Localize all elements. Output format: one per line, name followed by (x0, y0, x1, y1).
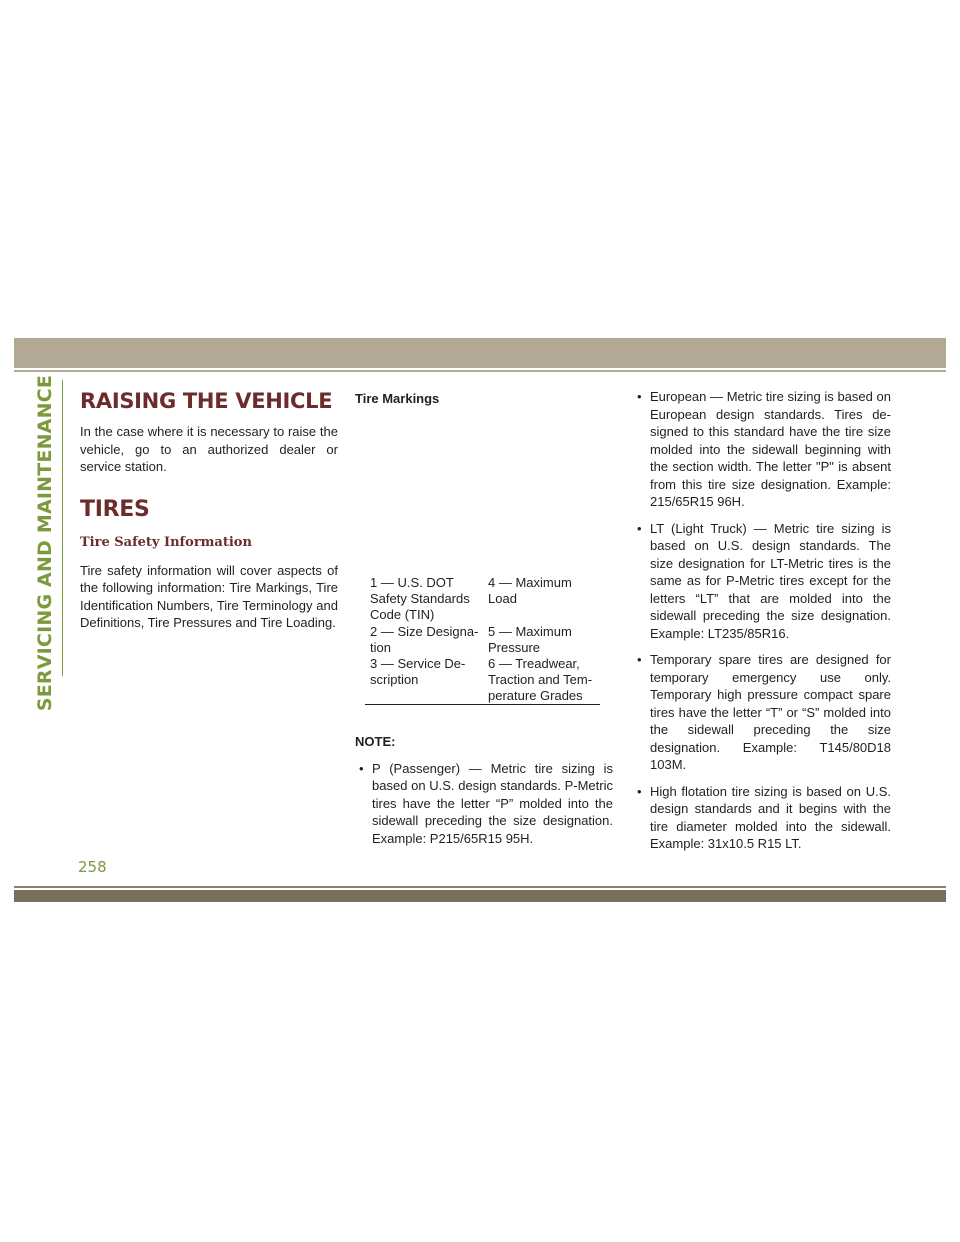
heading-tire-markings: Tire Markings (355, 391, 440, 406)
heading-tire-safety: Tire Safety Information (80, 534, 252, 550)
header-band (14, 338, 946, 368)
legend-item: 2 — Size Designa- tion (370, 624, 479, 655)
bullet-temporary-spare: • Temporary spare tires are designed for temporary emergency use only. Temporary high pressure compact spare tires have the letter “T” or “S” molded into the sidewall preceding the size designation. Example: T145/80D18 103M. (633, 651, 891, 774)
legend-row (370, 656, 600, 704)
column-right (633, 388, 891, 862)
legend-item: 3 — Service De- scription (370, 656, 466, 687)
paragraph-raising-vehicle: In the case where it is necessary to raise the vehicle, go to an authorized dealer or service station. (80, 424, 338, 474)
heading-raising-vehicle: RAISING THE VEHICLE (80, 389, 333, 413)
section-tab-label: SERVICING AND MAINTENANCE (34, 375, 56, 712)
paragraph-tire-safety: Tire safety information will cover aspects of the following information: Tire Markings, Tire Identification Numbers, Tire Terminology and Definitions, Tire Pressures and Tire Loading. (80, 562, 338, 630)
note-heading: NOTE: (355, 734, 396, 749)
legend-item: 1 — U.S. DOT Safety Standards Code (TIN) (370, 575, 470, 622)
section-tab (30, 375, 60, 712)
section-tab-rule (62, 380, 63, 676)
footer-rule (14, 886, 946, 888)
header-rule (14, 370, 946, 372)
legend-item: 6 — Treadwear, Traction and Tem- perature Grades (488, 656, 593, 703)
footer-band (14, 890, 946, 902)
page-number: 258 (78, 858, 107, 876)
note-list (355, 760, 613, 848)
note-block (355, 733, 613, 856)
column-left (80, 388, 338, 632)
heading-tires: TIRES (80, 496, 150, 522)
legend-row (370, 575, 600, 623)
note-bullet: • P (Passenger) — Metric tire sizing is based on U.S. design standards. P-Metric tires have the letter “P” molded into the sidewall preceding the size designation. Example: P215/65R15 95H. (355, 760, 613, 848)
tire-markings-legend (370, 575, 600, 704)
bullet-light-truck: • LT (Light Truck) — Metric tire sizing is based on U.S. design standards. The size designation for LT-Metric tires is the same as for P-Metric tires except for the letters “LT” that are molded into the sidewall preceding the size designation. Example: LT235/85R16. (633, 520, 891, 643)
bullet-european: • European — Metric tire sizing is based on European design standards. Tires de- signed to this standard have the tire size molded into the sidewall beginning with the section width. The letter "P" is absent from this tire size designation. Example: 215/65R15 96H. (633, 388, 891, 511)
tire-sizing-list (633, 388, 891, 853)
legend-item: 4 — Maximum Load (488, 575, 572, 606)
bullet-high-flotation: • High flotation tire sizing is based on U.S. design standards and it begins with the tire diameter molded into the sidewall. Example: 31x10.5 R15 LT. (633, 783, 891, 853)
column-middle (355, 388, 613, 408)
legend-rule (365, 704, 600, 705)
legend-row (370, 624, 600, 656)
legend-item: 5 — Maximum Pressure (488, 624, 572, 655)
